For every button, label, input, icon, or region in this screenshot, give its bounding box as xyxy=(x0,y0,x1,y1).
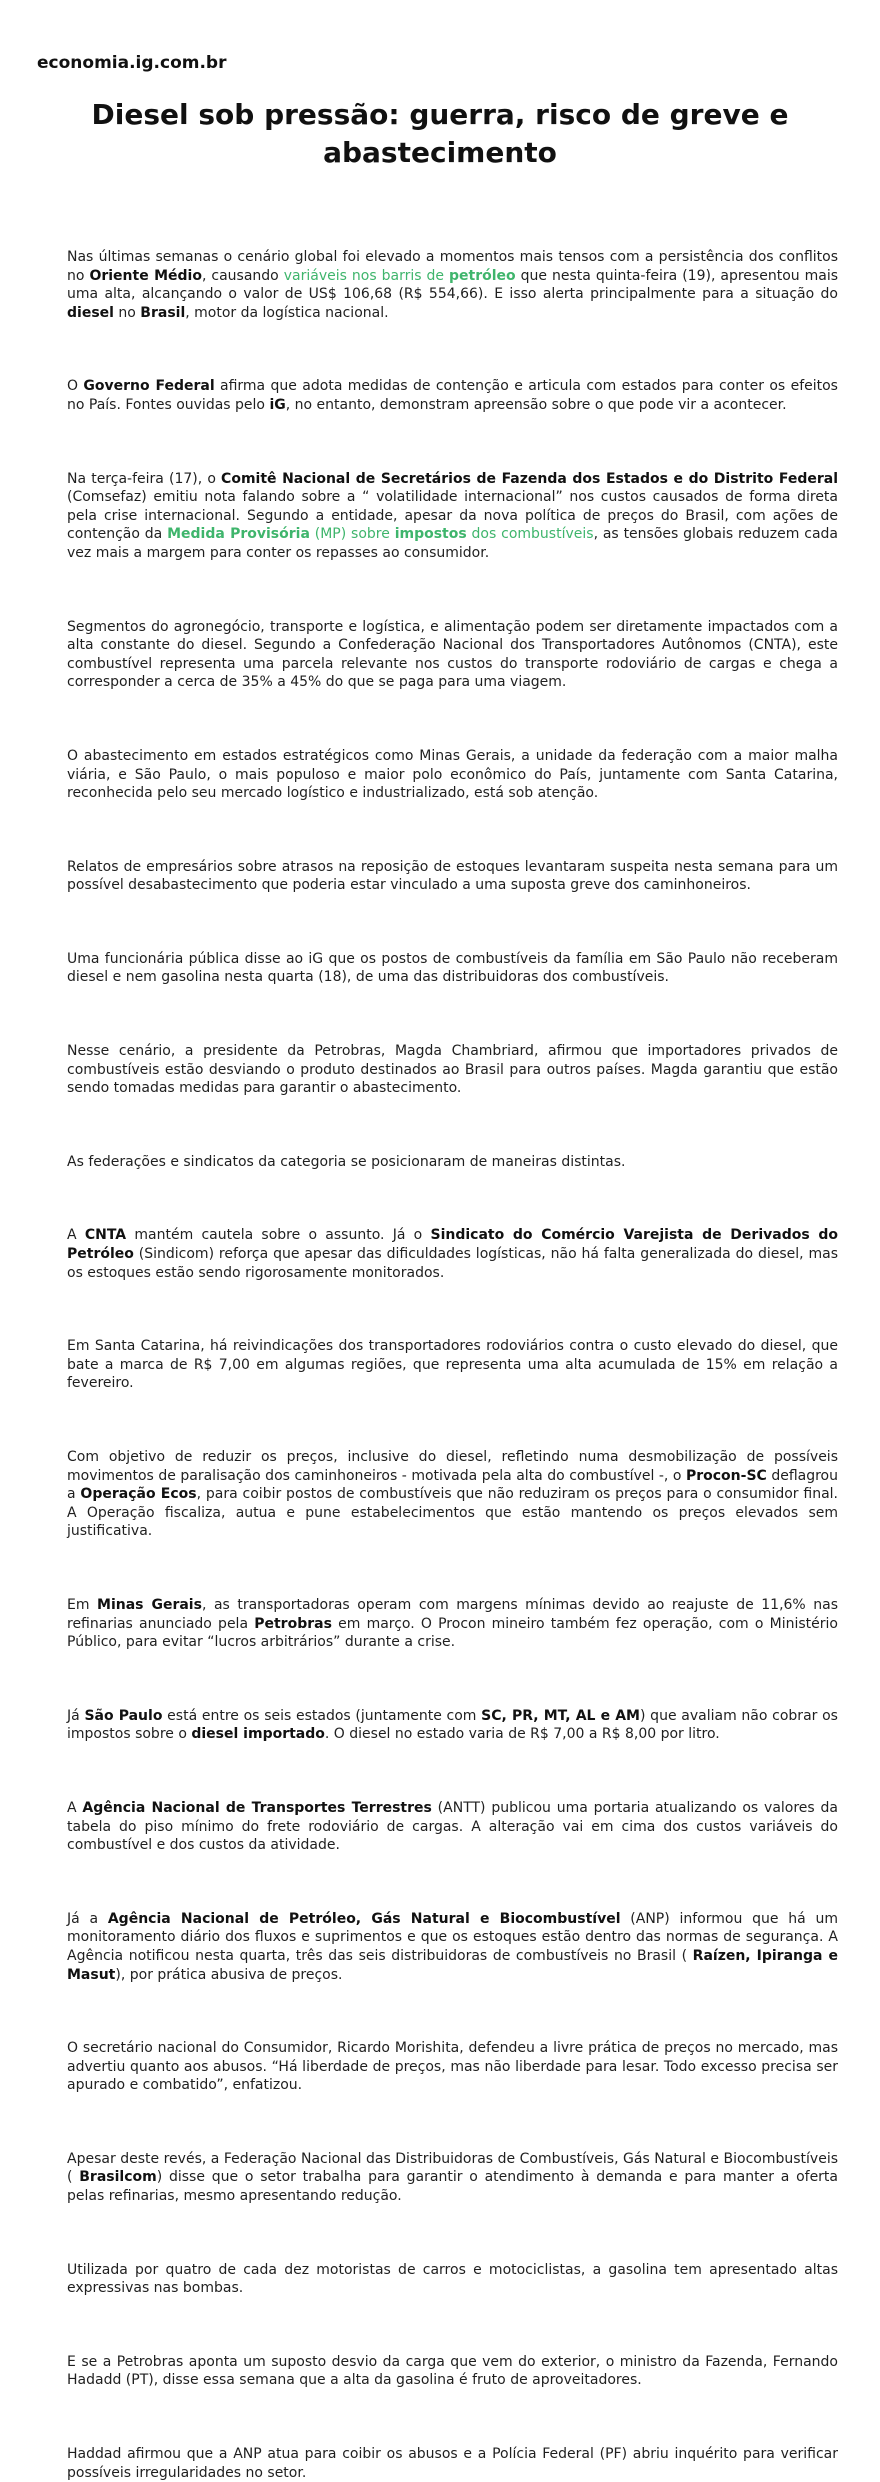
keyword-petrobras: Petrobras xyxy=(254,1615,332,1632)
link-impostos[interactable]: impostos xyxy=(394,526,467,543)
article-body xyxy=(67,248,838,2482)
keyword-sao-paulo: São Paulo xyxy=(84,1707,163,1724)
paragraph-9: As federações e sindicatos da categoria se posicionaram de maneiras distintas. xyxy=(67,1153,626,1170)
keyword-brasilcom: Brasilcom xyxy=(79,2169,157,2186)
paragraph-12: Com objetivo de reduzir os preços, inclusive do diesel, refletindo numa desmobilização de possíveis movimentos de paralisação dos caminhoneiros - motivada pela alta do combustível -, o Procon-SC deflagrou a Operação Ecos, para coibir postos de combustíveis que não reduziram os preços para o consumidor final. A Operação fiscaliza, autua e pune estabelecimentos que estão mantendo os preços elevados sem justificativa. xyxy=(67,1449,838,1540)
keyword-brasil: Brasil xyxy=(140,304,186,321)
keyword-diesel-importado: diesel importado xyxy=(191,1726,325,1743)
paragraph-10: A CNTA mantém cautela sobre o assunto. Já o Sindicato do Comércio Varejista de Derivados do Petróleo (Sindicom) reforça que apesar das dificuldades logísticas, não há falta generalizada do diesel, mas os estoques estão sendo rigorosamente monitorados. xyxy=(67,1227,838,1281)
keyword-ig: iG xyxy=(269,396,286,413)
keyword-procon-sc: Procon-SC xyxy=(685,1467,767,1484)
paragraph-13: Em Minas Gerais, as transportadoras operam com margens mínimas devido ao reajuste de 11,6% nas refinarias anunciado pela Petrobras em março. O Procon mineiro também fez operação, com o Ministério Público, para evitar “lucros arbitrários” durante a crise. xyxy=(67,1596,839,1651)
link-petroleo[interactable]: petróleo xyxy=(449,267,516,284)
keyword-diesel: diesel xyxy=(67,304,114,321)
paragraph-18: Apesar deste revés, a Federação Nacional das Distribuidoras de Combustíveis, Gás Natural e Biocombustíveis ( Brasilcom) disse que o setor trabalha para garantir o atendimento à demanda e para manter a oferta pelas refinarias, mesmo apresentando redução. xyxy=(67,2150,839,2205)
paragraph-7: Uma funcionária pública disse ao iG que os postos de combustíveis da família em São Paulo não receberam diesel e nem gasolina nesta quarta (18), de uma das distribuidoras dos combustíveis. xyxy=(67,950,838,986)
keyword-comite-nacional: Comitê Nacional de Secretários de Fazenda dos Estados e do Distrito Federal xyxy=(221,470,838,487)
paragraph-8: Nesse cenário, a presidente da Petrobras, Magda Chambriard, afirmou que importadores privados de combustíveis estão desviando o produto destinados ao Brasil para outros países. Magda garantiu que estão sendo tomadas medidas para garantir o abastecimento. xyxy=(67,1043,838,1097)
paragraph-14: Já São Paulo está entre os seis estados (juntamente com SC, PR, MT, AL e AM) que avaliam não cobrar os impostos sobre o diesel importado. O diesel no estado varia de R$ 7,00 a R$ 8,00 por litro. xyxy=(67,1707,838,1743)
paragraph-20: E se a Petrobras aponta um suposto desvio da carga que vem do exterior, o ministro da Fazenda, Fernando Hadadd (PT), disse essa semana que a alta da gasolina é fruto de aproveitadores. xyxy=(67,2353,838,2389)
keyword-estados: SC, PR, MT, AL e AM xyxy=(481,1707,640,1724)
paragraph-17: O secretário nacional do Consumidor, Ricardo Morishita, defendeu a livre prática de preços no mercado, mas advertiu quanto aos abusos. “Há liberdade de preços, mas não liberdade para lesar. Todo excesso precisa ser apurado e combatido”, enfatizou. xyxy=(67,2040,838,2094)
paragraph-6: Relatos de empresários sobre atrasos na reposição de estoques levantaram suspeita nesta semana para um possível desabastecimento que poderia estar vinculado a uma suposta greve dos caminhoneiros. xyxy=(67,858,838,894)
keyword-operacao-ecos: Operação Ecos xyxy=(80,1486,197,1503)
keyword-minas-gerais: Minas Gerais xyxy=(97,1596,202,1613)
paragraph-4: Segmentos do agronegócio, transporte e logística, e alimentação podem ser diretamente impactados com a alta constante do diesel. Segundo a Confederação Nacional dos Transportadores Autônomos (CNTA), este combustível representa uma parcela relevante nos custos do transporte rodoviário de cargas e chega a corresponder a cerca de 35% a 45% do que se paga para uma viagem. xyxy=(67,618,838,691)
link-mp-sobre[interactable]: (MP) sobre xyxy=(309,526,395,543)
paragraph-5: O abastecimento em estados estratégicos como Minas Gerais, a unidade da federação com a maior malha viária, e São Paulo, o mais populoso e maior polo econômico do País, juntamente com Santa Catarina, reconhecida pelo seu mercado logístico e industrializado, está sob atenção. xyxy=(67,747,838,802)
link-dos-combustiveis[interactable]: dos combustíveis xyxy=(466,526,594,543)
paragraph-11: Em Santa Catarina, há reivindicações dos transportadores rodoviários contra o custo elevado do diesel, que bate a marca de R$ 7,00 em algumas regiões, que representa uma alta acumulada de 15% em relação a fevereiro. xyxy=(67,1338,838,1392)
keyword-antt: Agência Nacional de Transportes Terrestres xyxy=(82,1799,432,1816)
keyword-oriente-medio: Oriente Médio xyxy=(89,267,202,284)
paragraph-15: A Agência Nacional de Transportes Terrestres (ANTT) publicou uma portaria atualizando os valores da tabela do piso mínimo do frete rodoviário de cargas. A alteração vai em cima dos custos variáveis do combustível e dos custos da atividade. xyxy=(67,1799,838,1854)
keyword-distribuidoras: Raízen, Ipiranga e Masut xyxy=(67,1947,838,1983)
keyword-anp: Agência Nacional de Petróleo, Gás Natural e Biocombustível xyxy=(107,1910,621,1927)
link-variaveis-barris[interactable]: variáveis nos barris de xyxy=(283,267,449,284)
keyword-cnta: CNTA xyxy=(84,1227,127,1244)
keyword-sindicato: Sindicato do Comércio Varejista de Derivados do Petróleo xyxy=(67,1227,838,1263)
link-medida-provisoria[interactable]: Medida Provisória xyxy=(167,526,310,543)
keyword-governo-federal: Governo Federal xyxy=(83,378,215,395)
paragraph-16: Já a Agência Nacional de Petróleo, Gás Natural e Biocombustível (ANP) informou que há um monitoramento diário dos fluxos e suprimentos e que os estoques estão dentro das normas de segurança. A Agência notificou nesta quarta, três das seis distribuidoras de combustíveis no Brasil ( Raízen, Ipiranga e Masut), por prática abusiva de preços. xyxy=(67,1910,838,1983)
paragraph-2: O Governo Federal afirma que adota medidas de contenção e articula com estados para conter os efeitos no País. Fontes ouvidas pelo iG, no entanto, demonstram apreensão sobre o que pode vir a acontecer. xyxy=(67,378,838,413)
site-domain: economia.ig.com.br xyxy=(37,53,227,73)
paragraph-1: Nas últimas semanas o cenário global foi elevado a momentos mais tensos com a persistência dos conflitos no Oriente Médio, causando variáveis nos barris de petróleo que nesta quinta-feira (19), apresentou mais uma alta, alcançando o valor de US$ 106,68 (R$ 554,66). E isso alerta principalmente para a situação do diesel no Brasil, motor da logística nacional. xyxy=(67,249,839,321)
article-headline: Diesel sob pressão: guerra, risco de greve e abastecimento xyxy=(91,98,789,169)
paragraph-21: Haddad afirmou que a ANP atua para coibir os abusos e a Polícia Federal (PF) abriu inquérito para verificar possíveis irregularidades no setor. xyxy=(67,2446,838,2481)
paragraph-3: Na terça-feira (17), o Comitê Nacional de Secretários de Fazenda dos Estados e do Distrito Federal (Comsefaz) emitiu nota falando sobre a “ volatilidade internacional” nos custos causados de forma direta pela crise internacional. Segundo a entidade, apesar da nova política de preços do Brasil, com ações de contenção da Medida Provisória (MP) sobre impostos dos combustíveis, as tensões globais reduzem cada vez mais a margem para conter os repasses ao consumidor. xyxy=(67,470,838,561)
paragraph-19: Utilizada por quatro de cada dez motoristas de carros e motociclistas, a gasolina tem apresentado altas expressivas nas bombas. xyxy=(67,2261,838,2297)
